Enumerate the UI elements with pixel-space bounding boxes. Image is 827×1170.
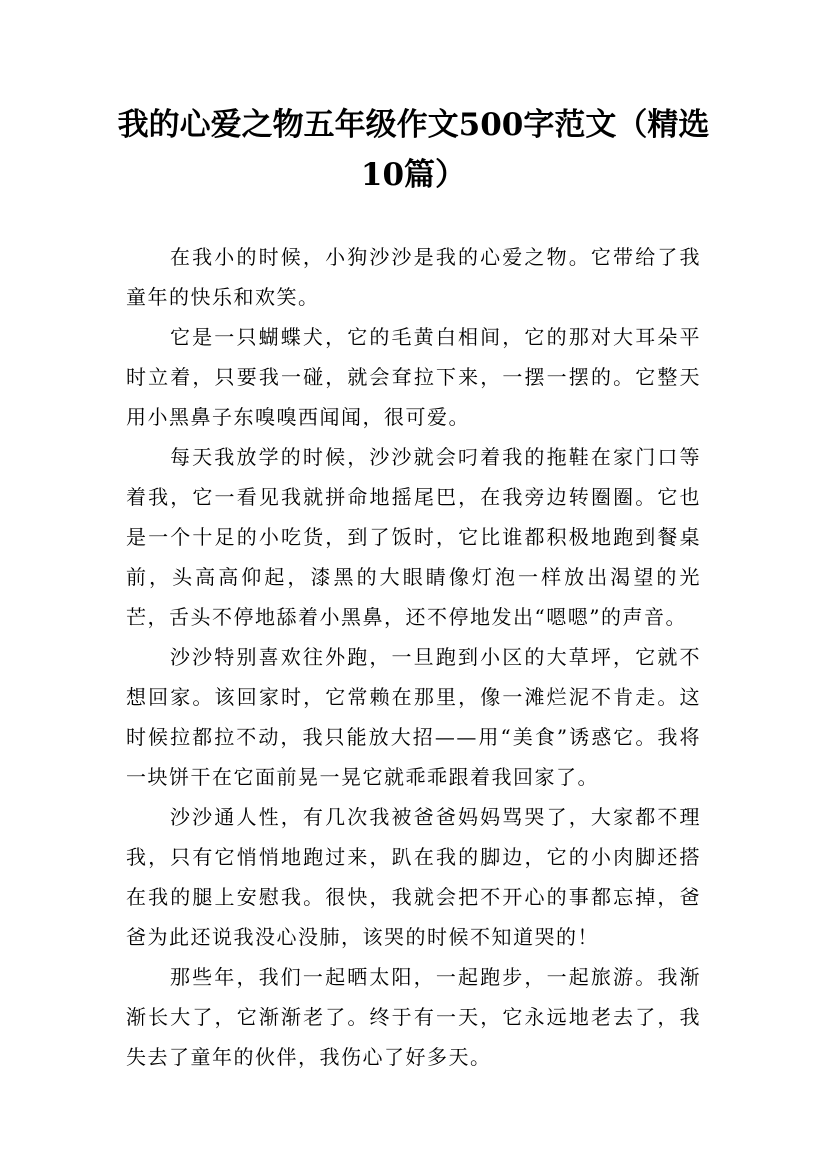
document-body	[126, 237, 701, 1077]
paragraph-1: 在我小的时候，小狗沙沙是我的心爱之物。它带给了我童年的快乐和欢笑。	[126, 245, 701, 309]
document-title: 我的心爱之物五年级作文500字范文（精选10篇）	[117, 107, 710, 193]
paragraph-4: 沙沙特别喜欢往外跑，一旦跑到小区的大草坪，它就不想回家。该回家时，它常赖在那里，像一滩烂泥不肯走。这时候拉都拉不动，我只能放大招——用“美食”诱惑它。我将一块饼干在它面前晃一晃它就乖乖跟着我回家了。	[126, 645, 701, 789]
paragraph-2: 它是一只蝴蝶犬，它的毛黄白相间，它的那对大耳朵平时立着，只要我一碰，就会耷拉下来，一摆一摆的。它整天用小黑鼻子东嗅嗅西闻闻，很可爱。	[126, 325, 701, 429]
paragraph-5: 沙沙通人性，有几次我被爸爸妈妈骂哭了，大家都不理我，只有它悄悄地跑过来，趴在我的脚边，它的小肉脚还搭在我的腿上安慰我。很快，我就会把不开心的事都忘掉，爸爸为此还说我没心没肺，该哭的时候不知道哭的！	[126, 805, 701, 949]
paragraph-6: 那些年，我们一起晒太阳，一起跑步，一起旅游。我渐渐长大了，它渐渐老了。终于有一天，它永远地老去了，我失去了童年的伙伴，我伤心了好多天。	[126, 965, 701, 1069]
paragraph-3: 每天我放学的时候，沙沙就会叼着我的拖鞋在家门口等着我，它一看见我就拼命地摇尾巴，在我旁边转圈圈。它也是一个十足的小吃货，到了饭时，它比谁都积极地跑到餐桌前，头高高仰起，漆黑的大眼睛像灯泡一样放出渴望的光芒，舌头不停地舔着小黑鼻，还不停地发出“嗯嗯”的声音。	[126, 445, 701, 629]
